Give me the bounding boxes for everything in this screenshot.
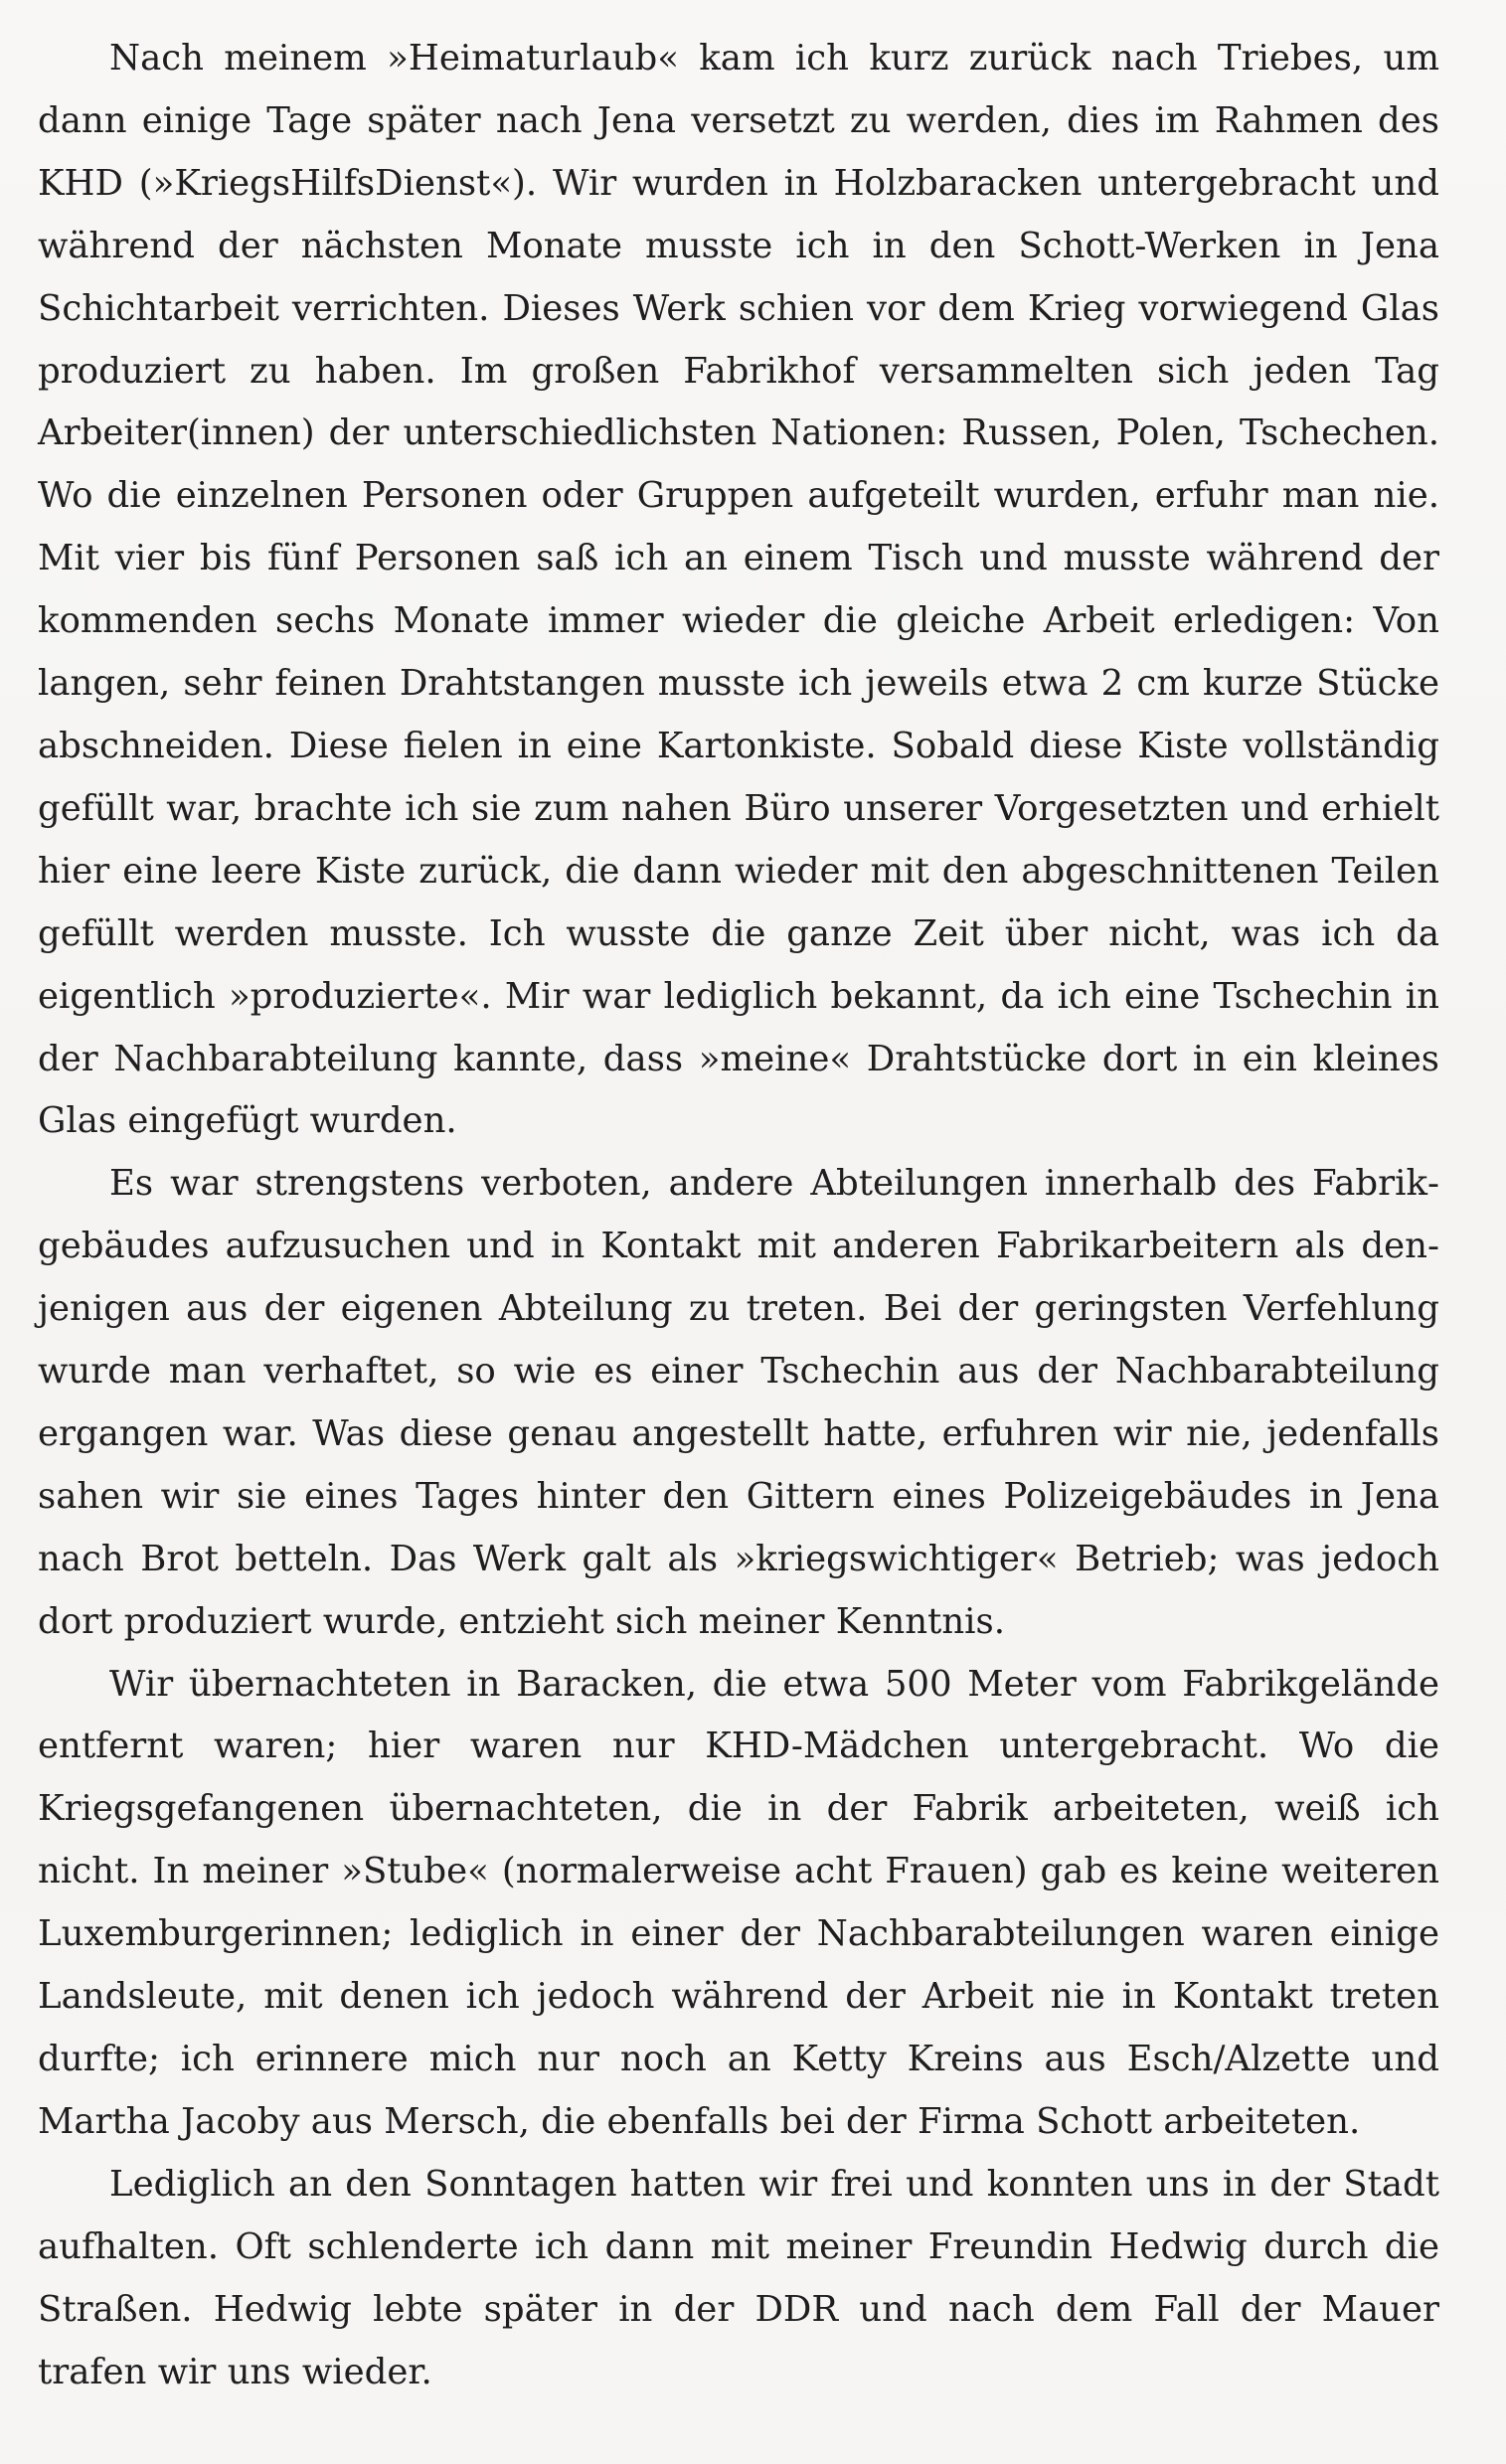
paragraph-3: Wir übernachteten in Baracken, die etwa 500 Meter vom Fabrikgelände entfernt waren; hier waren nur KHD-Mädchen untergebracht. Wo die Kriegsgefangenen übernachteten, die in der Fabrik arbeiteten, weiß ich nicht. In meiner »Stube« (normalerweise acht Frauen) gab es keine weiteren Luxemburgerinnen; lediglich in einer der Nachbarabteilungen waren einige Landsleute, mit denen ich jedoch während der Arbeit nie in Kontakt treten durfte; ich erinnere mich nur noch an Ketty Kreins aus Esch/Alzette und Martha Jacoby aus Mersch, die ebenfalls bei der Firma Schott arbeiteten.: [38, 1663, 1439, 2142]
paragraph-4: Lediglich an den Sonntagen hatten wir frei und konnten uns in der Stadt aufhalten. Oft schlenderte ich dann mit meiner Freundin Hedwig durch die Straßen. Hedwig lebte später in der DDR und nach dem Fall der Mauer trafen wir uns wieder.: [38, 2163, 1439, 2392]
paragraph-2: Es war strengstens verboten, andere Abteilungen innerhalb des Fabrikgebäudes aufzusuchen und in Kontakt mit anderen Fabrikarbeitern als denjenigen aus der eigenen Abteilung zu treten. Bei der geringsten Verfehlung wurde man verhaftet, so wie es einer Tschechin aus der Nachbarabteilung ergangen war. Was diese genau angestellt hatte, erfuhren wir nie, jedenfalls sahen wir sie eines Tages hinter den Gittern eines Polizeigebäudes in Jena nach Brot betteln. Das Werk galt als »kriegswichtiger« Betrieb; was jedoch dort produziert wurde, entzieht sich meiner Kenntnis.: [38, 1163, 1439, 1642]
body-text: [38, 28, 1439, 2403]
paragraph-1: Nach meinem »Heimaturlaub« kam ich kurz zurück nach Triebes, um dann einige Tage später nach Jena versetzt zu werden, dies im Rahmen des KHD (»KriegsHilfsDienst«). Wir wurden in Holzbaracken untergebracht und während der nächsten Monate musste ich in den Schott-Werken in Jena Schichtarbeit verrichten. Dieses Werk schien vor dem Krieg vorwiegend Glas produziert zu haben. Im großen Fabrikhof versammelten sich jeden Tag Arbeiter(innen) der unterschiedlichsten Nationen: Russen, Polen, Tschechen. Wo die einzelnen Personen oder Gruppen aufgeteilt wurden, erfuhr man nie. Mit vier bis fünf Personen saß ich an einem Tisch und musste während der kommenden sechs Monate immer wieder die gleiche Arbeit erledigen: Von langen, sehr feinen Drahtstangen musste ich jeweils etwa 2 cm kurze Stücke abschneiden. Diese fielen in eine Kartonkiste. Sobald diese Kiste vollständig gefüllt war, brachte ich sie zum nahen Büro unserer Vorgesetzten und erhielt hier eine leere Kiste zurück, die dann wieder mit den abgeschnittenen Teilen gefüllt werden musste. Ich wusste die ganze Zeit über nicht, was ich da eigentlich »produzierte«. Mir war lediglich bekannt, da ich eine Tschechin in der Nachbarabteilung kannte, dass »meine« Drahtstücke dort in ein kleines Glas eingefügt wurden.: [38, 38, 1439, 1142]
